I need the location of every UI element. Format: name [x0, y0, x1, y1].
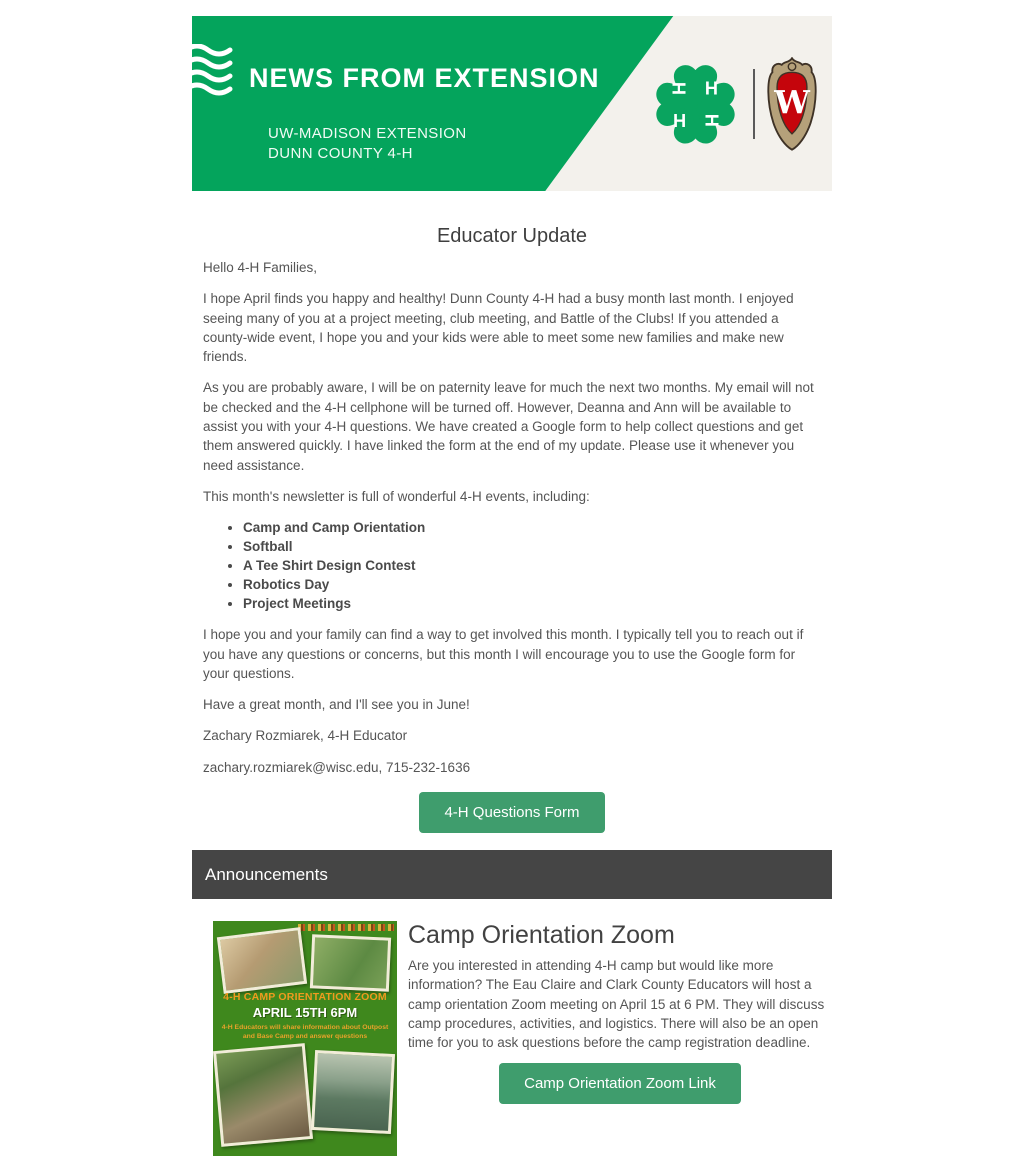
banner-org-line2: DUNN COUNTY 4-H: [268, 145, 413, 162]
camp-orientation-zoom-link-button[interactable]: Camp Orientation Zoom Link: [499, 1063, 741, 1104]
list-item: • A Tee Shirt Design Contest: [243, 556, 821, 575]
flyer-datetime-text: APRIL 15TH 6PM: [252, 1005, 358, 1021]
list-item: • Robotics Day: [243, 575, 821, 594]
flyer-photo-kids-eating: [217, 927, 307, 994]
announcements-section-title: Announcements: [205, 864, 328, 884]
paragraph-paternity-leave: As you are probably aware, I will be on paternity leave for much the next two months. My email will not be checked and the 4-H cellphone will be turned off. However, Deanna and Ann will be available to assist you with your 4-H questions. We have created a Google form to help collect questions and get them answered quickly. I have linked the form at the end of my update. Please use it whenever you need assistance.: [203, 380, 814, 473]
svg-text:H: H: [673, 110, 687, 131]
signature-text: Zachary Rozmiarek, 4-H Educator: [203, 728, 408, 744]
banner-title: NEWS FROM EXTENSION: [249, 63, 600, 93]
uw-madison-crest-logo: [764, 57, 820, 151]
events-list: [203, 518, 821, 613]
announcement-body: Are you interested in attending 4-H camp but would like more information? The Eau Claire and Clark County Educators will host a camp orientation Zoom meeting on April 15 at 6 PM. They will discuss camp procedures, activities, and logistics. There will also be an open time for you to ask questions before the camp registration deadline.: [408, 958, 825, 1051]
announcements-section-header: [192, 850, 832, 899]
banner-org-line1: UW-MADISON EXTENSION: [268, 125, 467, 142]
email-newsletter: [192, 0, 832, 1156]
questions-form-button[interactable]: 4-H Questions Form: [419, 792, 604, 833]
paragraph-april-recap: I hope April finds you happy and healthy! Dunn County 4-H had a busy month last month. I enjoyed seeing many of you at a project meeting, club meeting, and Battle of the Clubs! If you attended a county-wide event, I hope you and your kids were able to meet some new families and make new friends.: [203, 291, 794, 365]
logo-divider: [753, 69, 755, 139]
list-item: • Softball: [243, 537, 821, 556]
list-item: • Project Meetings: [243, 594, 821, 613]
list-item: • Camp and Camp Orientation: [243, 518, 821, 537]
paragraph-closing: Have a great month, and I'll see you in June!: [203, 697, 470, 713]
flyer-photo-picnic-group: [213, 1043, 313, 1147]
waves-icon: [192, 44, 236, 96]
paragraph-get-involved: I hope you and your family can find a way to get involved this month. I typically tell you to reach out if you have any questions or concerns, but this month I will encourage you to use the Google form for your questions.: [203, 627, 804, 681]
questions-form-button-wrap: [203, 792, 821, 833]
announcement-text-column: [408, 921, 832, 1156]
svg-text:H: H: [669, 81, 690, 96]
contact-text: zachary.rozmiarek@wisc.edu, 715-232-1636: [203, 759, 471, 775]
banner-logos: [625, 16, 820, 191]
flyer-subtext: 4-H Educators will share information about Outpost and Base Camp and answer questions: [221, 1024, 389, 1041]
leaf-garland-decoration: [298, 924, 394, 931]
flyer-title-text: 4-H CAMP ORIENTATION ZOOM: [223, 991, 387, 1004]
camp-orientation-flyer-image: [213, 921, 397, 1156]
educator-update-heading: Educator Update: [436, 225, 588, 247]
zoom-link-button-wrap: [408, 1063, 832, 1104]
svg-text:H: H: [704, 78, 718, 99]
educator-update-section: [192, 225, 832, 833]
paragraph-events-intro: This month's newsletter is full of wonderful 4-H events, including:: [203, 488, 590, 504]
flyer-photo-lake-canoes: [311, 1050, 395, 1134]
4h-clover-logo: [647, 56, 744, 151]
announcement-camp-orientation: [213, 921, 832, 1156]
svg-text:W: W: [774, 83, 810, 121]
announcement-title: Camp Orientation Zoom: [408, 921, 675, 950]
svg-text:H: H: [701, 113, 722, 127]
banner-org-lines: [268, 124, 467, 164]
newsletter-banner: [192, 16, 832, 191]
flyer-photo-kids-outdoors: [310, 934, 391, 991]
greeting-text: Hello 4-H Families,: [203, 260, 318, 275]
